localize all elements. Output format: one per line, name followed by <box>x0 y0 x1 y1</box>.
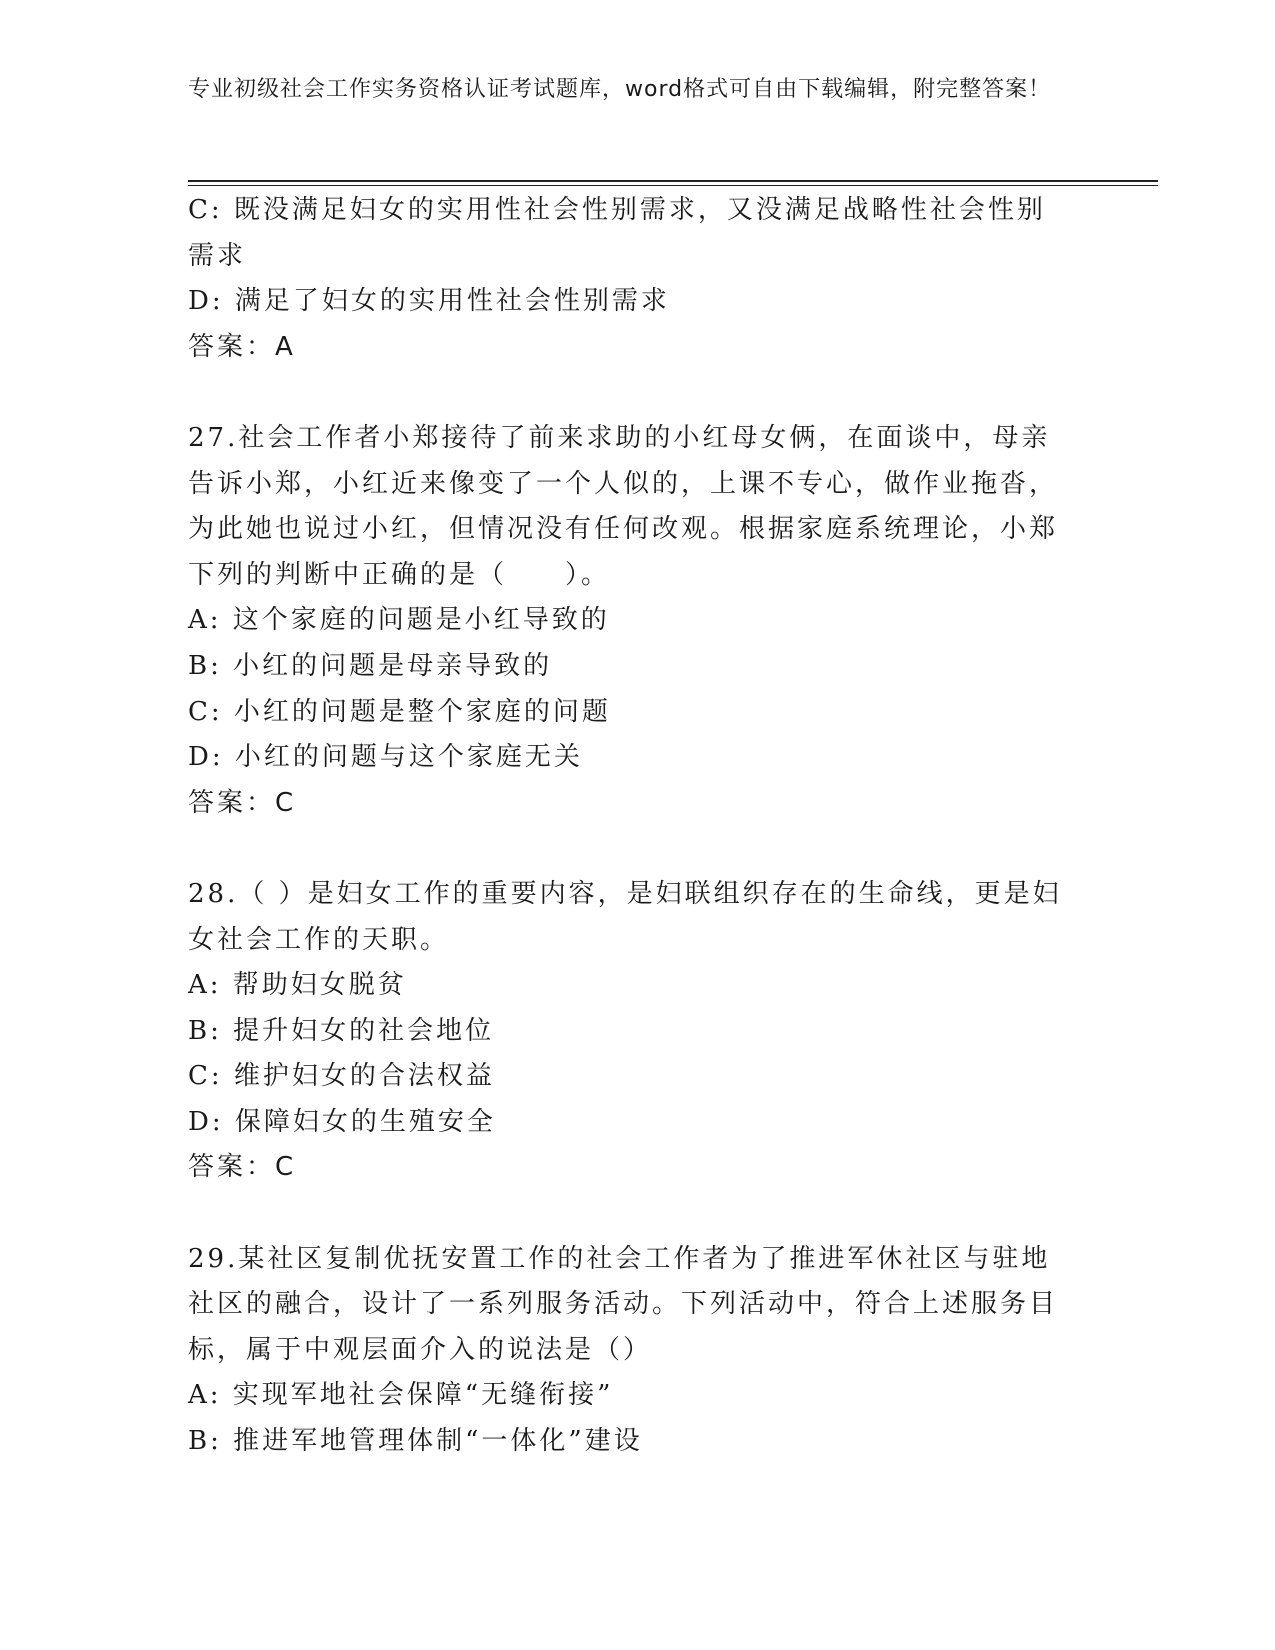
option-b: B: 推进军地管理体制“一体化”建设 <box>188 1426 643 1457</box>
header-rule-thin <box>188 185 1158 186</box>
question-28-stem: 28.（ ）是妇女工作的重要内容，是妇联组织存在的生命线，更是妇女社会工作的天职。 <box>188 878 1062 955</box>
option-a: A: 帮助妇女脱贫 <box>188 970 407 1001</box>
option-b: B: 提升妇女的社会地位 <box>188 1015 495 1046</box>
option-c: C: 既没满足妇女的实用性社会性别需求，又没满足战略性社会性别需求 <box>188 195 1046 271</box>
option-c: C: 维护妇女的合法权益 <box>188 1061 495 1092</box>
spacer <box>188 826 1068 872</box>
option-d: D: 小红的问题与这个家庭无关 <box>188 742 583 773</box>
document-header: 专业初级社会工作实务资格认证考试题库，word格式可自由下载编辑，附完整答案！ <box>188 77 1052 102</box>
answer: 答案：A <box>188 331 296 362</box>
question-27-stem: 27.社会工作者小郑接待了前来求助的小红母女俩，在面谈中，母亲告诉小郑，小红近来像变了一个人似的，上课不专心，做作业拖沓，为此她也说过小红，但情况没有任何改观。根据家庭系统理论，小郑下列的判断中正确的是（ ）。 <box>188 422 1059 590</box>
option-d: D: 满足了妇女的实用性社会性别需求 <box>188 286 670 317</box>
answer: 答案：C <box>188 787 297 818</box>
spacer <box>188 1191 1068 1237</box>
option-d: D: 保障妇女的生殖安全 <box>188 1106 496 1137</box>
option-a: A: 这个家庭的问题是小红导致的 <box>188 605 610 636</box>
option-b: B: 小红的问题是母亲导致的 <box>188 650 553 681</box>
option-c: C: 小红的问题是整个家庭的问题 <box>188 696 611 727</box>
question-29-stem: 29.某社区复制优抚安置工作的社会工作者为了推进军休社区与驻地社区的融合，设计了一系列服务活动。下列活动中，符合上述服务目标，属于中观层面介入的说法是（） <box>188 1243 1059 1365</box>
question-content <box>188 188 1068 1465</box>
option-a: A: 实现军地社会保障“无缝衔接” <box>188 1380 614 1411</box>
header-rule <box>188 180 1158 182</box>
answer: 答案：C <box>188 1152 297 1183</box>
spacer <box>188 370 1068 416</box>
